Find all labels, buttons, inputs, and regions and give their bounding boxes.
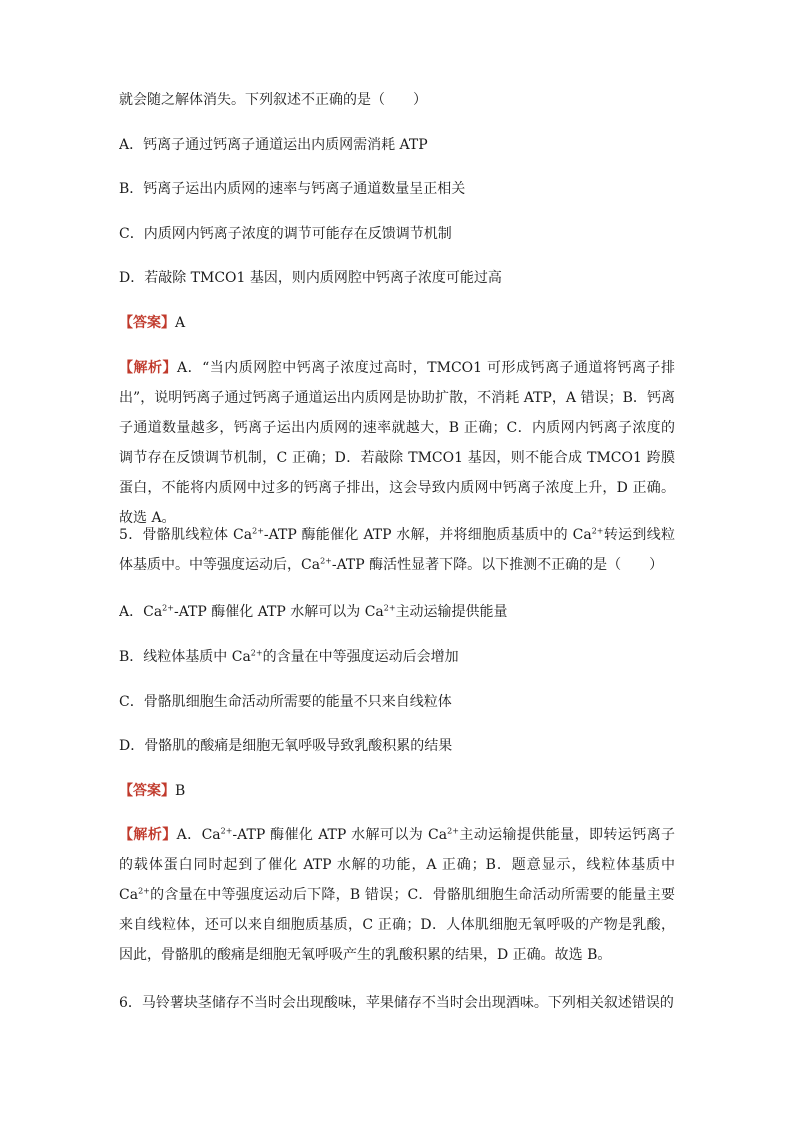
ion-charge: 2+ bbox=[383, 603, 396, 613]
ion-charge: 2+ bbox=[591, 526, 604, 536]
q4-option-a: A．钙离子通过钙离子通道运出内质网需消耗 ATP bbox=[119, 137, 428, 153]
q4-answer bbox=[119, 313, 679, 333]
q4-option-c: C．内质网内钙离子浓度的调节可能存在反馈调节机制 bbox=[119, 226, 452, 242]
ion-charge: 2+ bbox=[162, 603, 174, 613]
q4-analysis-text: A．“当内质网腔中钙离子浓度过高时，TMCO1 可形成钙离子通道将钙离子排出”，说明钙离子通过钙离子通道运出内质网是协助扩散，不消耗 ATP，A 错误；B．钙离子通道数量越多，钙离子运出内质网的速率就越大，B 正确；C．内质网内钙离子浓度的调节存在反馈调节机制，C 正确；D．若敲除 TMCO1 基因，则不能合成 TMCO1 跨膜蛋白，不能将内质网中过多的钙离子排出，这会导致内质网中钙离子浓度上升，D 正确。故选 A。 bbox=[119, 360, 675, 526]
q4-option-b: B．钙离子运出内质网的速率与钙离子通道数量呈正相关 bbox=[119, 181, 466, 197]
answer-label: 【答案】 bbox=[119, 783, 175, 799]
q5-option-a: A．$Ca^{2+}$-ATP 酶催化 ATP 水解可以为 $Ca^{2+}$主动运输提供能量 bbox=[119, 603, 508, 620]
q5-answer-value: B bbox=[175, 783, 186, 799]
answer-label: 【答案】 bbox=[119, 315, 175, 331]
ion-charge: 2+ bbox=[220, 826, 233, 836]
q4-stem-tail: 就会随之解体消失。下列叙述不正确的是（ ） bbox=[119, 92, 427, 108]
ion-charge: 2+ bbox=[250, 648, 263, 658]
q4-analysis bbox=[119, 353, 675, 536]
q5-answer bbox=[119, 781, 679, 801]
ion-charge: 2+ bbox=[138, 886, 150, 896]
ion-charge: 2+ bbox=[320, 556, 332, 566]
q5-option-c: C．骨骼肌细胞生命活动所需要的能量不只来自线粒体 bbox=[119, 694, 452, 710]
q4-option-d: D．若敲除 TMCO1 基因，则内质网腔中钙离子浓度可能过高 bbox=[119, 270, 502, 286]
q4-answer-value: A bbox=[175, 315, 186, 331]
q6-stem: 6．马铃薯块茎储存不当时会出现酸味，苹果储存不当时会出现酒味。下列相关叙述错误的 bbox=[119, 995, 674, 1011]
ion-charge: 2+ bbox=[447, 826, 459, 836]
q5-option-d: D．骨骼肌的酸痛是细胞无氧呼吸导致乳酸积累的结果 bbox=[119, 738, 453, 754]
q5-stem: 5．骨骼肌线粒体 $Ca^{2+}$-ATP 酶能催化 ATP 水解，并将细胞质基质中的 $Ca^{2+}$转运到线粒体基质中。中等强度运动后，$Ca^{2+}$-ATP 酶活性显著下降。以下推测不正确的是（ ） bbox=[119, 526, 676, 573]
analysis-label: 【解析】 bbox=[119, 360, 177, 376]
q5-option-b: B．线粒体基质中 $Ca^{2+}$的含量在中等强度运动后会增加 bbox=[119, 648, 459, 665]
q5-analysis: 【解析】A．$Ca^{2+}$-ATP 酶催化 ATP 水解可以为 $Ca^{2+}$主动运输提供能量，即转运钙离子的载体蛋白同时起到了催化 ATP 水解的功能，A 正确；B．题意显示，线粒体基质中 $Ca^{2+}$的含量在中等强度运动后下降，B 错误；C．骨骼肌细胞生命活动所需要的能量主要来自线粒体，还可以来自细胞质基质，C 正确；D．人体肌细胞无氧呼吸的产物是乳酸，因此，骨骼肌的酸痛是细胞无氧呼吸产生的乳酸积累的结果，D 正确。故选 B。 bbox=[119, 826, 676, 963]
analysis-label: 【解析】 bbox=[119, 827, 177, 843]
ion-charge: 2+ bbox=[252, 526, 264, 536]
